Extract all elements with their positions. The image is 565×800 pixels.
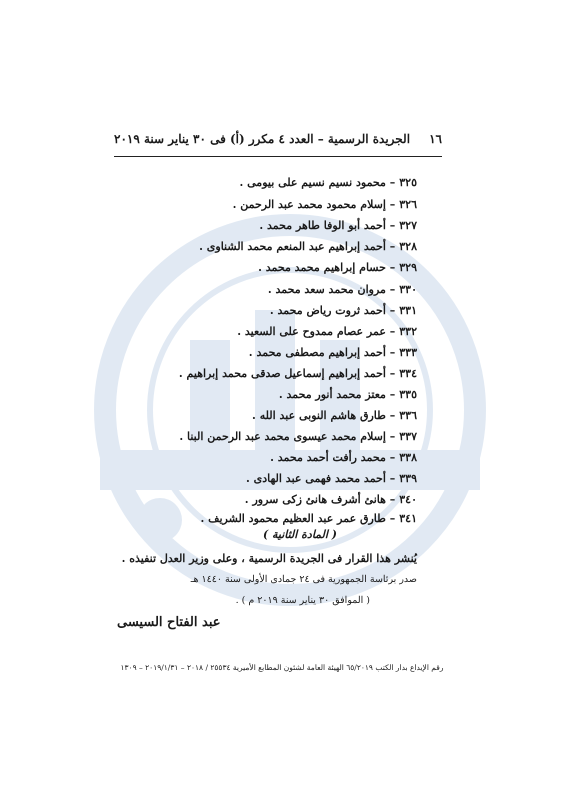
list-item: ٣٣١– أحمد ثروت رياض محمد . xyxy=(269,304,417,317)
list-item: ٣٢٥– محمود نسيم نسيم على بيومى . xyxy=(239,176,417,189)
gazette-title: الجريدة الرسمية – العدد ٤ مكرر (أ) فى ٣٠ يناير سنة ٢٠١٩ xyxy=(114,132,411,146)
list-item: ٣٣٧– إسلام محمد عيسوى محمد عبد الرحمن البنا . xyxy=(179,430,417,443)
page-number: ١٦ xyxy=(429,132,442,146)
page-header xyxy=(114,132,442,152)
decree-paragraph: يُنشر هذا القرار فى الجريدة الرسمية ، وعلى وزير العدل تنفيذه . xyxy=(121,552,417,565)
list-item: ٣٢٨– أحمد إبراهيم عبد المنعم محمد الشناوى . xyxy=(199,240,417,253)
list-item: ٣٣٨– محمد رأفت أحمد محمد . xyxy=(270,451,417,464)
header-divider xyxy=(114,156,442,157)
list-item: ٣٣٣– أحمد إبراهيم مصطفى محمد . xyxy=(248,346,417,359)
list-item: ٣٢٩– حسام إبراهيم محمد محمد . xyxy=(258,261,417,274)
page-footer: رقم الإيداع بدار الكتب ٦٥/٢٠١٩ الهيئة العامة لشئون المطابع الأميرية ٢٥٥٣٤ / ٢٠١٨ – ٢٠١٩/١/٣١ – ١٣٠٩ xyxy=(120,663,444,672)
article-heading: ( المادة الثانية ) xyxy=(262,528,337,541)
president-signature: عبد الفتاح السيسى xyxy=(117,615,221,630)
list-item: ٣٣٦– طارق هاشم النوبى عبد الله . xyxy=(252,409,417,422)
list-item: ٣٣٤– أحمد إبراهيم إسماعيل صدقى محمد إبراهيم . xyxy=(178,367,417,380)
list-item: ٣٤٠– هانئ أشرف هانئ زكى سرور . xyxy=(244,493,417,506)
list-item: ٣٣٥– معتز محمد أنور محمد . xyxy=(278,388,417,401)
list-item: ٣٢٧– أحمد أبو الوفا طاهر محمد . xyxy=(259,219,417,232)
list-item: ٣٢٦– إسلام محمود محمد عبد الرحمن . xyxy=(232,198,417,211)
issued-date-gregorian: ( الموافق ٣٠ يناير سنة ٢٠١٩ م ) . xyxy=(235,595,370,606)
list-item: ٣٤١– طارق عمر عبد العظيم محمود الشريف . xyxy=(200,512,417,525)
list-item: ٣٣٩– أحمد محمد فهمى عبد الهادى . xyxy=(245,472,417,485)
issued-date-hijri: صدر برئاسة الجمهورية فى ٢٤ جمادى الأولى سنة ١٤٤٠ هـ xyxy=(190,574,417,585)
list-item: ٣٣٢– عمر عصام ممدوح على السعيد . xyxy=(237,325,417,338)
list-item: ٣٣٠– مروان محمد سعد محمد . xyxy=(267,283,417,296)
